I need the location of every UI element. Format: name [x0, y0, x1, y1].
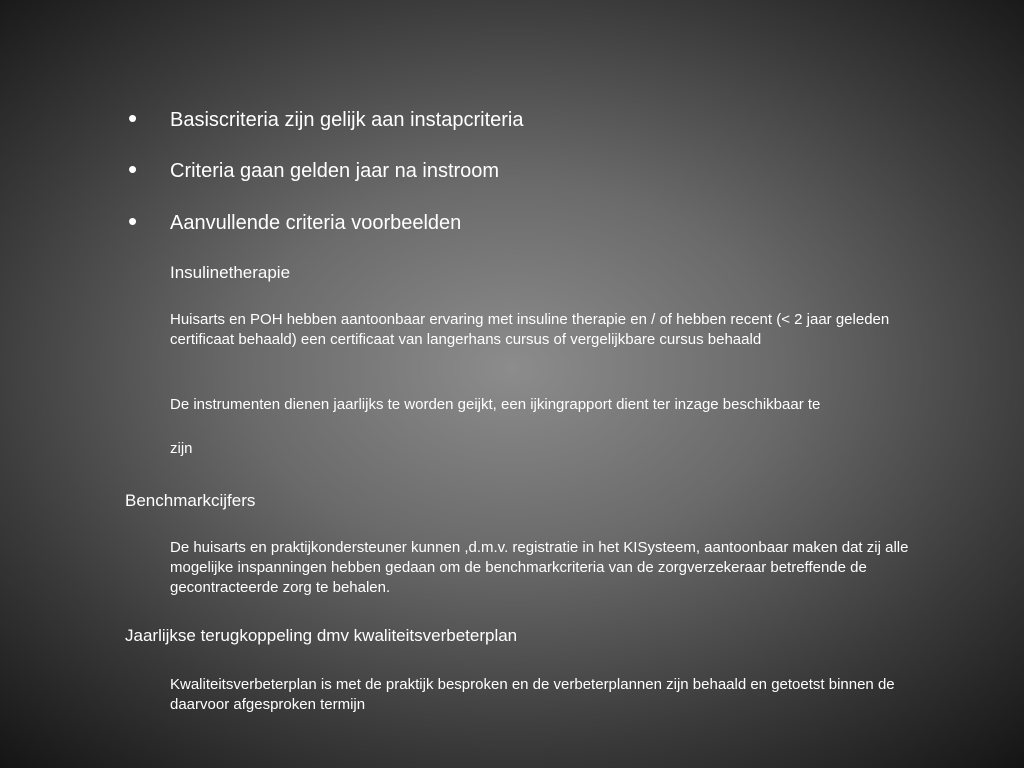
bullet-dot-icon: •: [128, 206, 138, 236]
benchmark-heading: Benchmarkcijfers: [125, 491, 256, 510]
benchmark-paragraph: De huisarts en praktijkondersteuner kunnen ,d.m.v. registratie in het KISysteem, aantoonbaar maken dat zij alle mogelijke inspanningen hebben gedaan om de benchmarkcriteria van de zorgverzekeraar betreffende de gecontracteerde zorg te behalen.: [170, 539, 909, 596]
bullet-text: Criteria gaan gelden jaar na instroom: [170, 160, 500, 182]
bullet-dot-icon: •: [128, 103, 138, 133]
insuline-heading: Insulinetherapie: [170, 263, 291, 282]
instrumenten-line-2: zijn: [170, 440, 193, 457]
terugkoppeling-paragraph: Kwaliteitsverbeterplan is met de praktijk besproken en de verbeterplannen zijn behaald en getoetst binnen de daarvoor afgesproken termijn: [170, 676, 895, 713]
terugkoppeling-heading: Jaarlijkse terugkoppeling dmv kwaliteitsverbeterplan: [125, 626, 518, 645]
bullet-text: Basiscriteria zijn gelijk aan instapcriteria: [170, 109, 524, 131]
bullet-dot-icon: •: [128, 154, 138, 184]
instrumenten-line-1: De instrumenten dienen jaarlijks te worden geijkt, een ijkingrapport dient ter inzage beschikbaar te: [170, 396, 821, 413]
insuline-paragraph: Huisarts en POH hebben aantoonbaar ervaring met insuline therapie en / of hebben recent (< 2 jaar geleden certificaat behaald) een certificaat van langerhans cursus of vergelijkbare cursus behaald: [170, 311, 890, 348]
bullet-text: Aanvullende criteria voorbeelden: [170, 212, 462, 234]
